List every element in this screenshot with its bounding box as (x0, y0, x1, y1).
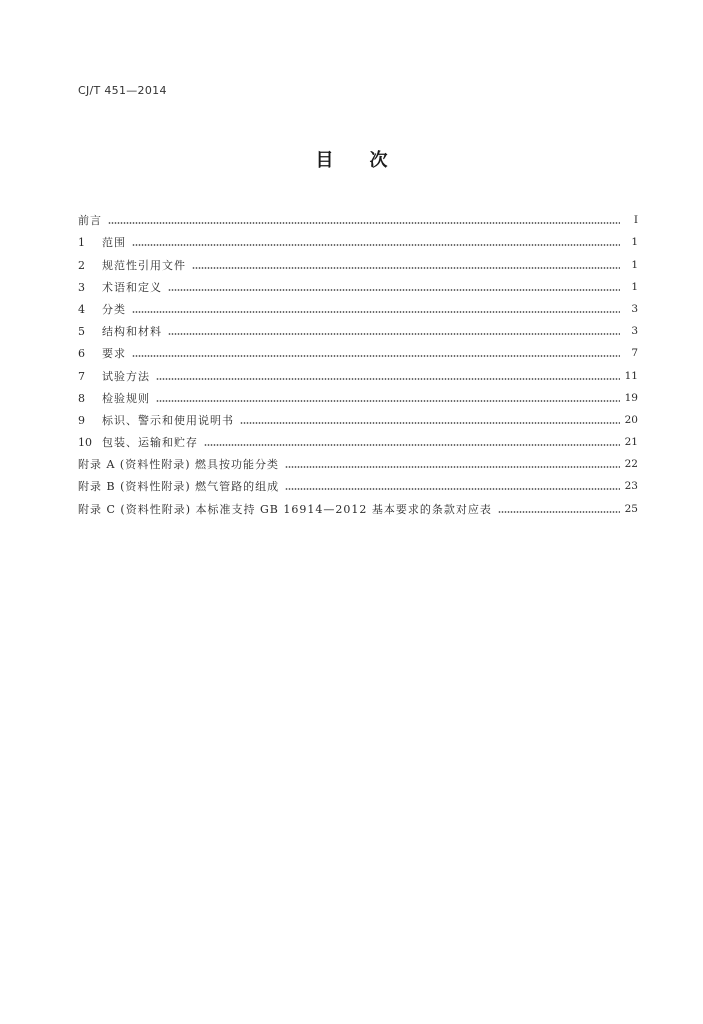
dot-leader (192, 267, 620, 269)
toc-entry-10[interactable] (78, 427, 638, 449)
toc-entry-page: 25 (624, 502, 638, 515)
toc-entry-appendix-c[interactable] (78, 493, 638, 515)
toc-entry-4[interactable] (78, 294, 638, 316)
dot-leader (132, 311, 620, 313)
dot-leader (168, 333, 620, 335)
dot-leader (285, 466, 620, 468)
toc-entry-page: 1 (631, 280, 638, 293)
toc-entry-title: 术语和定义 (102, 280, 162, 294)
dot-leader (240, 422, 620, 424)
toc-entry-number: 9 (78, 413, 85, 427)
dot-leader (156, 400, 620, 402)
toc-entry-page: 22 (624, 458, 638, 471)
toc-entry-page: 3 (631, 325, 638, 338)
toc-entry-page: 1 (631, 236, 638, 249)
dot-leader (204, 444, 620, 446)
dot-leader (108, 222, 620, 224)
toc-entry-number: 2 (78, 258, 85, 272)
toc-entry-title: 前言 (78, 214, 102, 228)
toc-entry-number: 3 (78, 280, 85, 294)
toc-entry-page: 1 (631, 258, 638, 271)
toc-entry-title: 分类 (102, 302, 126, 316)
toc-entry-number: 4 (78, 302, 85, 316)
toc-entry-page: Ⅰ (633, 214, 638, 227)
toc-entry-title: 规范性引用文件 (102, 258, 186, 272)
toc-entry-page: 19 (624, 391, 638, 404)
toc-entry-3[interactable] (78, 272, 638, 294)
toc-entry-title: 检验规则 (102, 391, 150, 405)
toc-entry-number: 7 (78, 369, 85, 383)
standard-number: CJ/T 451—2014 (78, 84, 167, 97)
toc-entry-number: 6 (78, 347, 85, 361)
toc-entry-number: 8 (78, 391, 85, 405)
toc-entry-page: 20 (624, 413, 638, 426)
toc-entry-9[interactable] (78, 405, 638, 427)
toc-entry-5[interactable] (78, 316, 638, 338)
toc-entry-page: 11 (624, 369, 638, 382)
dot-leader (168, 289, 620, 291)
dot-leader (132, 355, 620, 357)
toc-entry-title: 附录 A (资料性附录) 燃具按功能分类 (78, 458, 280, 472)
toc-entry-number: 1 (78, 236, 85, 250)
toc-list (78, 205, 638, 516)
toc-entry-page: 7 (631, 347, 638, 360)
toc-entry-7[interactable] (78, 360, 638, 382)
toc-entry-page: 3 (631, 302, 638, 315)
toc-entry-title: 附录 C (资料性附录) 本标准支持 GB 16914—2012 基本要求的条款对应表 (78, 502, 492, 516)
toc-entry-title: 范围 (102, 236, 126, 250)
toc-entry-6[interactable] (78, 338, 638, 360)
toc-entry-page: 23 (624, 480, 638, 493)
dot-leader (132, 244, 620, 246)
toc-entry-appendix-a[interactable] (78, 449, 638, 471)
toc-entry-2[interactable] (78, 249, 638, 271)
dot-leader (285, 488, 620, 490)
toc-entry-title: 包装、运输和贮存 (102, 436, 198, 450)
dot-leader (498, 511, 620, 513)
toc-entry-title: 结构和材料 (102, 325, 162, 339)
toc-entry-page: 21 (624, 436, 638, 449)
toc-entry-preface[interactable] (78, 205, 638, 227)
toc-entry-title: 要求 (102, 347, 126, 361)
toc-entry-title: 标识、警示和使用说明书 (102, 413, 234, 427)
toc-entry-title: 试验方法 (102, 369, 150, 383)
toc-entry-appendix-b[interactable] (78, 471, 638, 493)
toc-title: 目次 (315, 150, 424, 171)
toc-entry-number: 10 (78, 436, 92, 450)
dot-leader (156, 378, 620, 380)
toc-entry-title: 附录 B (资料性附录) 燃气管路的组成 (78, 480, 280, 494)
toc-entry-8[interactable] (78, 383, 638, 405)
toc-entry-number: 5 (78, 325, 85, 339)
toc-entry-1[interactable] (78, 227, 638, 249)
